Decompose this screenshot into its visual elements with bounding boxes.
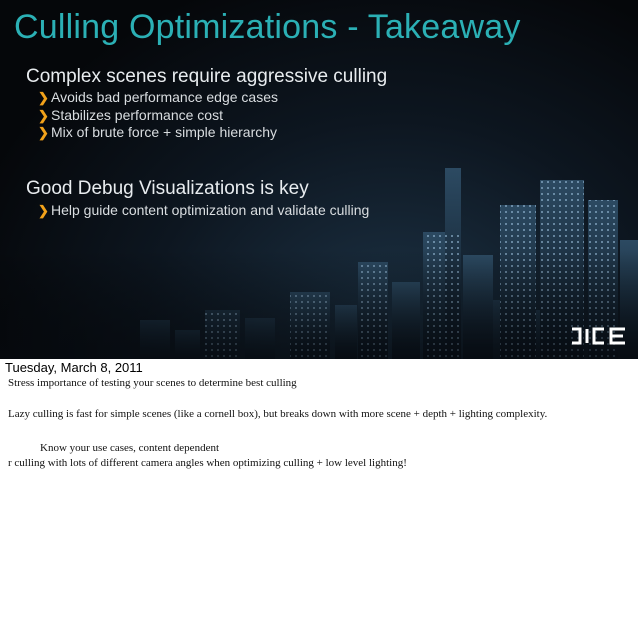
chevron-right-icon: ❯	[38, 125, 49, 140]
chevron-right-icon: ❯	[38, 108, 49, 123]
chevron-right-icon: ❯	[38, 90, 49, 105]
speaker-note: Know your use cases, content dependent	[40, 442, 220, 454]
bullet-item	[38, 124, 277, 141]
bullet-item	[38, 107, 223, 124]
section-heading-culling: Complex scenes require aggressive culling	[26, 66, 388, 87]
bullet-text: Help guide content optimization and validate culling	[51, 202, 370, 218]
speaker-note: r culling with lots of different camera angles when optimizing culling + low level lighting!	[8, 457, 407, 469]
slide-date: Tuesday, March 8, 2011	[5, 360, 143, 375]
bullet-item	[38, 202, 369, 219]
chevron-right-icon: ❯	[38, 203, 49, 218]
bullet-text: Stabilizes performance cost	[51, 107, 223, 123]
speaker-note: Lazy culling is fast for simple scenes (like a cornell box), but breaks down with more scene + depth + lighting complexity.	[8, 408, 548, 420]
dice-logo-icon	[570, 327, 628, 345]
bullet-item	[38, 89, 278, 106]
bullet-text: Mix of brute force + simple hierarchy	[51, 124, 278, 140]
dice-logo	[570, 325, 628, 351]
speaker-note: Stress importance of testing your scenes to determine best culling	[8, 377, 297, 389]
slide-title: Culling Optimizations - Takeaway	[14, 8, 521, 46]
bullet-text: Avoids bad performance edge cases	[51, 89, 278, 105]
section-heading-debug: Good Debug Visualizations is key	[26, 178, 309, 199]
